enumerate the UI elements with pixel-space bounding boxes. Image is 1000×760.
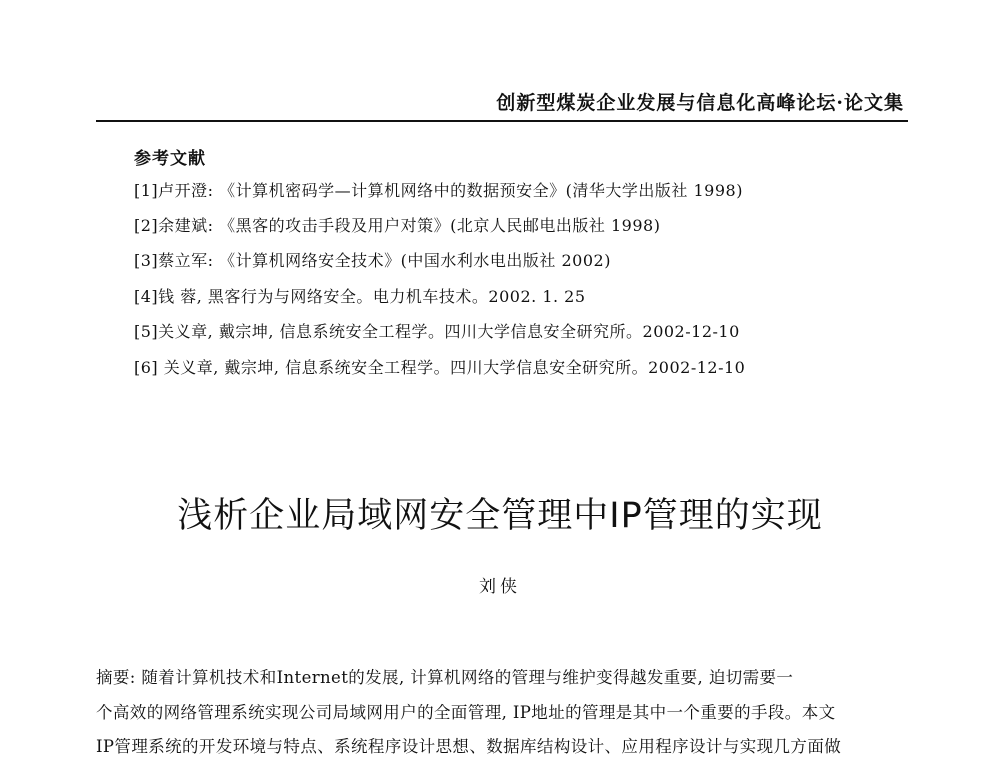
running-header-title: 创新型煤炭企业发展与信息化高峰论坛·论文集 (496, 92, 904, 114)
reference-item: [5]关义章, 戴宗坤, 信息系统安全工程学。四川大学信息安全研究所。2002-12-10 (134, 322, 740, 341)
abstract-line: IP管理系统的开发环境与特点、系统程序设计思想、数据库结构设计、应用程序设计与实现几方面做 (96, 737, 842, 756)
running-header (96, 86, 908, 122)
reference-item: [3]蔡立军: 《计算机网络安全技术》(中国水利水电出版社 2002) (134, 251, 611, 270)
reference-item: [1]卢开澄: 《计算机密码学—计算机网络中的数据预安全》(清华大学出版社 1998) (134, 181, 743, 200)
article-title: 浅析企业局域网安全管理中IP管理的实现 (177, 496, 823, 536)
abstract-line: 摘要: 随着计算机技术和Internet的发展, 计算机网络的管理与维护变得越发重要, 迫切需要一 (96, 668, 794, 687)
reference-item: [4]钱 蓉, 黑客行为与网络安全。电力机车技术。2002. 1. 25 (134, 287, 586, 306)
article-author: 刘侠 (479, 577, 521, 597)
references-heading: 参考文献 (134, 149, 206, 169)
reference-item: [6] 关义章, 戴宗坤, 信息系统安全工程学。四川大学信息安全研究所。2002-12-10 (134, 358, 746, 377)
abstract-line: 个高效的网络管理系统实现公司局域网用户的全面管理, IP地址的管理是其中一个重要的手段。本文 (96, 703, 836, 722)
reference-item: [2]余建斌: 《黑客的攻击手段及用户对策》(北京人民邮电出版社 1998) (134, 216, 661, 235)
